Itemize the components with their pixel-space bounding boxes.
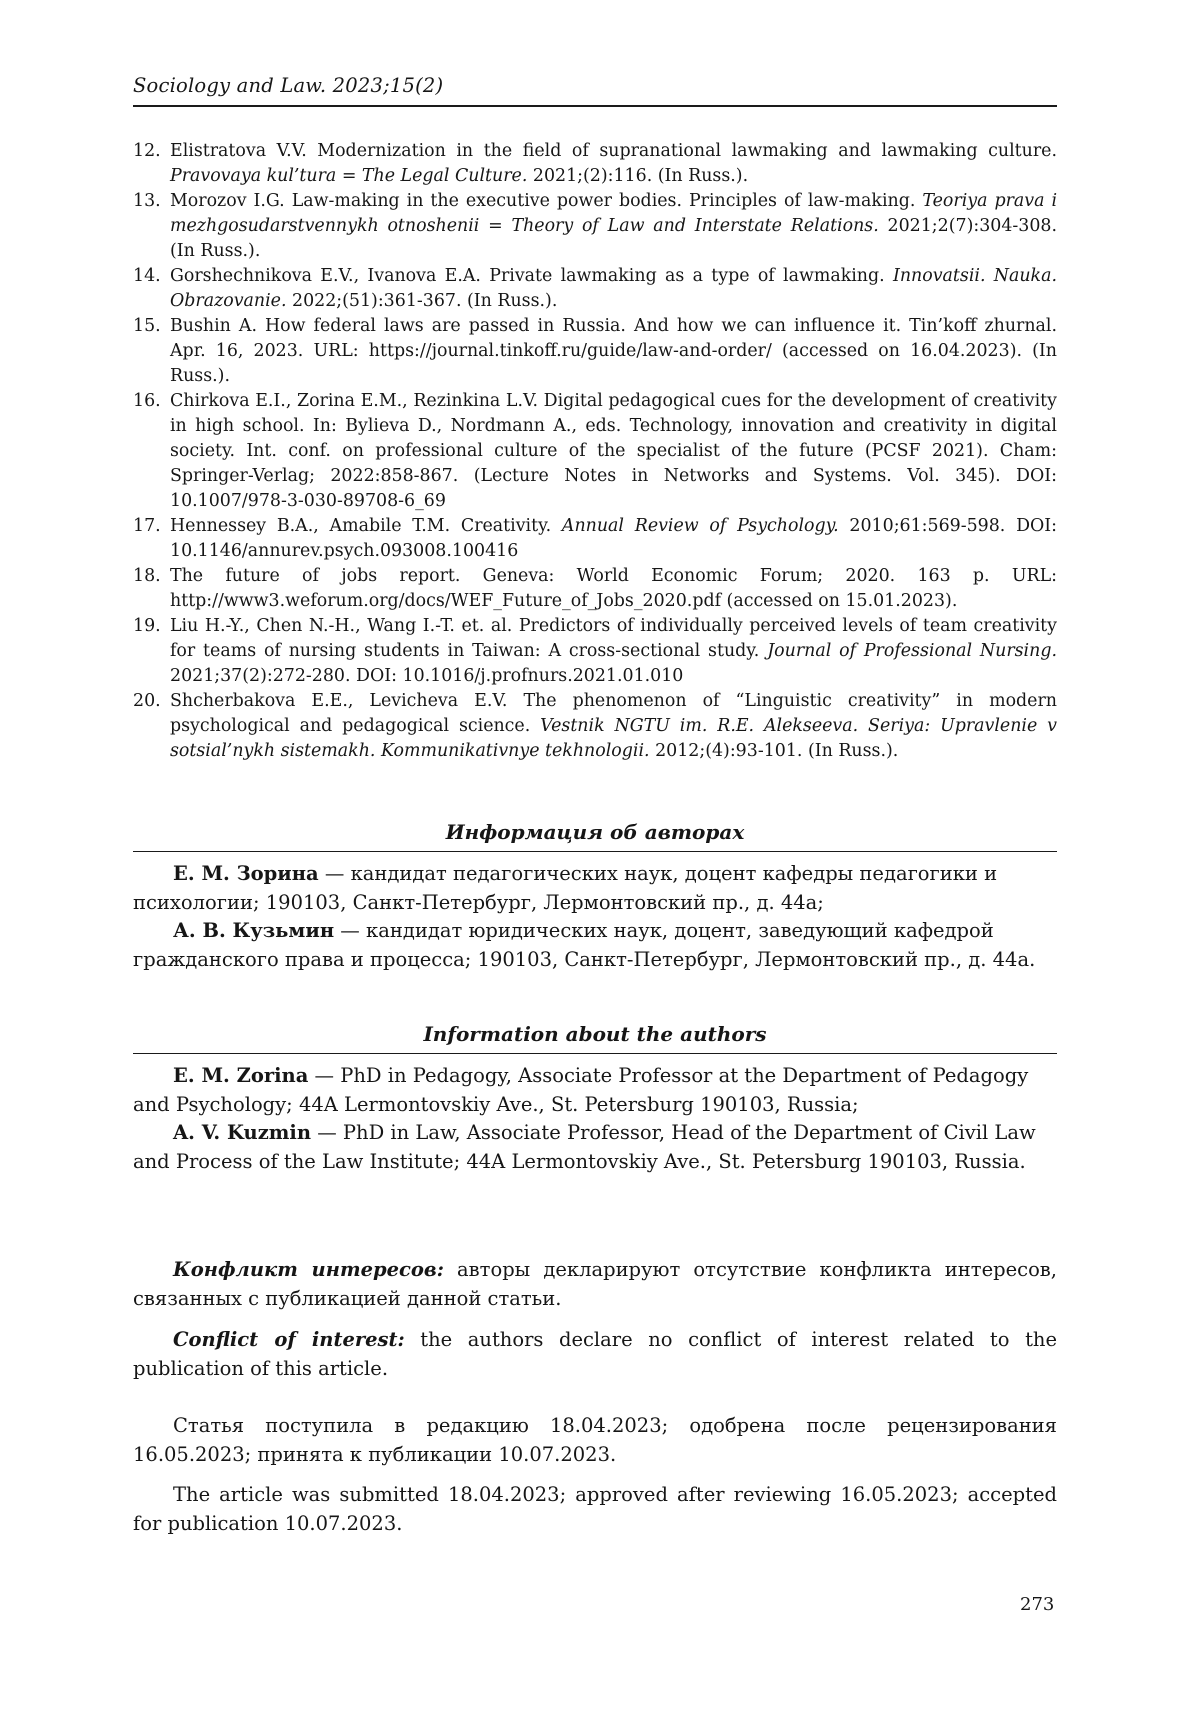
reference-number: 16. — [133, 389, 161, 414]
reference-text: Shcherbakova E.E., Levicheva E.V. The phenomenon of “Linguistic creativity” in modern psychological and pedagogical science. — [170, 691, 1057, 736]
dates-ru-block — [133, 1412, 1057, 1469]
reference-item — [133, 139, 1057, 189]
author-en-1-text: — PhD in Pedagogy, Associate Professor at the Department of Pedagogy and Psychology; 44A Lermontovskiy Ave., St. Petersburg 190103, Russia; — [133, 1064, 1028, 1116]
reference-text: Gorshechnikova E.V., Ivanova E.A. Private lawmaking as a type of lawmaking. — [170, 266, 893, 286]
page-number: 273 — [1020, 1594, 1054, 1615]
reference-text: Elistratova V.V. Modernization in the field of supranational lawmaking and lawmaking culture. — [170, 141, 1057, 161]
reference-tail: 2021;2(7):304-308. (In Russ.). — [170, 216, 1057, 261]
author-en-1 — [133, 1062, 1057, 1119]
dates-ru: Статья поступила в редакцию 18.04.2023; одобрена после рецензирования 16.05.2023; принята к публикации 10.07.2023. — [133, 1412, 1057, 1469]
reference-journal: Annual Review of Psychology. — [562, 516, 839, 536]
reference-number: 15. — [133, 314, 161, 339]
conflict-en-text: the authors declare no conflict of interest related to the publication of this article. — [133, 1328, 1057, 1380]
author-ru-1 — [133, 860, 1057, 917]
author-en-2 — [133, 1119, 1057, 1176]
author-ru-1-text: — кандидат педагогических наук, доцент кафедры педагогики и психологии; 190103, Санкт-Петербург, Лермонтовский пр., д. 44а; — [133, 862, 997, 914]
conflict-en-block — [133, 1326, 1057, 1383]
conflict-ru — [133, 1256, 1057, 1313]
reference-item — [133, 689, 1057, 764]
conflict-ru-block — [133, 1256, 1057, 1313]
reference-item — [133, 189, 1057, 264]
authors-ru-block — [133, 860, 1057, 974]
reference-text: Bushin A. How federal laws are passed in Russia. And how we can influence it. Tin’koff zhurnal. Apr. 16, 2023. URL: https://journal.tinkoff.ru/guide/law-and-order/ (accessed on 16.04.2023). (In Russ.). — [170, 316, 1057, 386]
reference-number: 20. — [133, 689, 161, 714]
authors-ru-rule — [133, 851, 1057, 852]
reference-number: 18. — [133, 564, 161, 589]
reference-number: 14. — [133, 264, 161, 289]
author-ru-2-name: А. В. Кузьмин — [173, 919, 334, 942]
reference-tail: 2012;(4):93-101. (In Russ.). — [650, 741, 899, 761]
reference-text: Liu H.-Y., Chen N.-H., Wang I.-T. et. al. Predictors of individually perceived levels of team creativity for teams of nursing students in Taiwan: A cross-sectional study. — [170, 616, 1057, 661]
reference-number: 17. — [133, 514, 161, 539]
conflict-en-label: Conflict of interest: — [173, 1328, 405, 1351]
author-en-2-name: A. V. Kuzmin — [173, 1121, 311, 1144]
reference-tail: 2021;(2):116. (In Russ.). — [527, 166, 748, 186]
reference-item — [133, 614, 1057, 689]
reference-tail: 2021;37(2):272-280. DOI: 10.1016/j.profnurs.2021.01.010 — [170, 666, 683, 686]
reference-text: The future of jobs report. Geneva: World Economic Forum; 2020. 163 p. URL: http://www3.weforum.org/docs/WEF_Future_of_Jobs_2020.pdf (accessed on 15.01.2023). — [170, 566, 1057, 611]
authors-en-block — [133, 1062, 1057, 1176]
author-ru-1-name: Е. М. Зорина — [173, 862, 319, 885]
reference-item — [133, 564, 1057, 614]
reference-number: 19. — [133, 614, 161, 639]
author-en-2-text: — PhD in Law, Associate Professor, Head of the Department of Civil Law and Process of the Law Institute; 44A Lermontovskiy Ave., St. Petersburg 190103, Russia. — [133, 1121, 1036, 1173]
author-ru-2-text: — кандидат юридических наук, доцент, заведующий кафедрой гражданского права и процесса; 190103, Санкт-Петербург, Лермонтовский пр., д. 44а. — [133, 919, 1035, 971]
reference-text: Chirkova E.I., Zorina E.M., Rezinkina L.V. Digital pedagogical cues for the development of creativity in high school. In: Bylieva D., Nordmann A., eds. Technology, innovation and creativity in digital society. Int. conf. on professional culture of the specialist of the future (PCSF 2021). Cham: Springer-Verlag; 2022:858-867. (Lecture Notes in Networks and Systems. Vol. 345). DOI: 10.1007/978-3-030-89708-6_69 — [170, 391, 1057, 511]
reference-item — [133, 314, 1057, 389]
document-page — [0, 0, 1200, 1721]
authors-ru-title: Информация об авторах — [133, 820, 1057, 844]
reference-item — [133, 514, 1057, 564]
reference-journal: Pravovaya kul’tura = The Legal Culture. — [170, 166, 527, 186]
authors-en-rule — [133, 1053, 1057, 1054]
dates-en-block — [133, 1481, 1057, 1538]
dates-en: The article was submitted 18.04.2023; approved after reviewing 16.05.2023; accepted for publication 10.07.2023. — [133, 1481, 1057, 1538]
conflict-ru-text: авторы декларируют отсутствие конфликта интересов, связанных с публикацией данной статьи. — [133, 1258, 1057, 1310]
reference-item — [133, 389, 1057, 514]
reference-journal: Teoriya prava i mezhgosudarstvennykh otnoshenii = Theory of Law and Interstate Relations. — [170, 191, 1057, 236]
author-en-1-name: E. M. Zorina — [173, 1064, 308, 1087]
reference-list — [133, 139, 1057, 764]
reference-number: 13. — [133, 189, 161, 214]
reference-journal: Journal of Professional Nursing. — [767, 641, 1057, 661]
reference-tail: 2022;(51):361-367. (In Russ.). — [286, 291, 557, 311]
reference-tail: 2010;61:569-598. DOI: 10.1146/annurev.psych.093008.100416 — [170, 516, 1057, 561]
reference-journal: Innovatsii. Nauka. Obrazovanie. — [170, 266, 1057, 311]
reference-text: Hennessey B.A., Amabile T.M. Creativity. — [170, 516, 562, 536]
conflict-ru-label: Конфликт интересов: — [173, 1258, 444, 1281]
reference-journal: Vestnik NGTU im. R.E. Alekseeva. Seriya: Upravlenie v sotsial’nykh sistemakh. Kommunikativnye tekhnologii. — [170, 716, 1057, 761]
reference-item — [133, 264, 1057, 314]
running-head: Sociology and Law. 2023;15(2) — [133, 74, 443, 97]
authors-en-title: Information about the authors — [133, 1022, 1057, 1046]
reference-number: 12. — [133, 139, 161, 164]
header-rule — [133, 105, 1057, 107]
author-ru-2 — [133, 917, 1057, 974]
reference-text: Morozov I.G. Law-making in the executive power bodies. Principles of law-making. — [170, 191, 922, 211]
conflict-en — [133, 1326, 1057, 1383]
